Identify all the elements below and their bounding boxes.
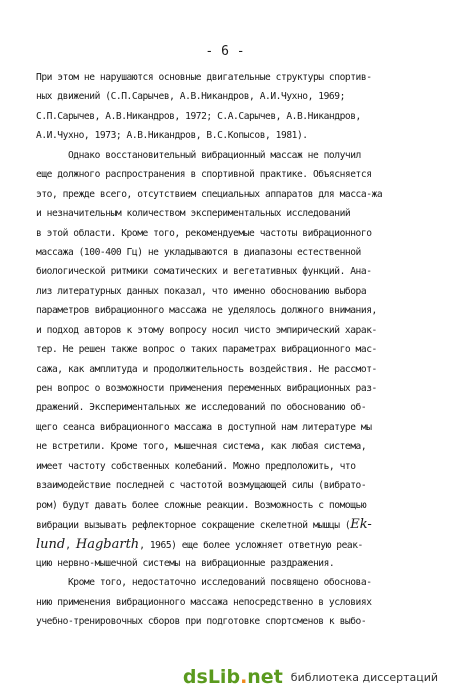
text-line-10: массажа (100-400 Гц) не укладываются в диапазоны естественной xyxy=(36,246,361,258)
text-line-23: ром) будут давать более сложные реакции. Возможность с помощью xyxy=(36,499,367,511)
page-number: - 6 - xyxy=(205,44,245,59)
handwritten-eklund-tail: lund xyxy=(36,536,66,552)
text-line-5: Однако восстановительный вибрационный массаж не получил xyxy=(36,149,361,161)
text-line-16: сажа, как амплитуда и продолжительность воздействия. Не рассмот- xyxy=(36,363,377,375)
dslib-watermark[interactable] xyxy=(183,666,438,688)
text-line-3: С.П.Сарычев, А.В.Никандров, 1972; С.А.Сарычев, А.В.Никандров, xyxy=(36,110,361,122)
text-line-13: параметров вибрационного массажа не уделялось должного внимания, xyxy=(36,305,377,317)
text-line-19: щего сеанса вибрационного массажа в доступной нам литературе мы xyxy=(36,421,372,433)
text-line-12: лиз литературных данных показал, что именно обоснованию выбора xyxy=(36,285,367,297)
text-line-29: учебно-тренировочных сборов при подготовке спортсменов к выбо- xyxy=(36,616,367,628)
text-line-20: не встретили. Кроме того, мышечная система, как любая система, xyxy=(36,441,367,453)
text-line-4: А.И.Чухно, 1973; А.В.Никандров, В.С.Копысов, 1981). xyxy=(36,130,308,142)
handwritten-hagbarth: Hagbarth xyxy=(75,536,140,552)
text-line-6: еще должного распространения в спортивной практике. Объясняется xyxy=(36,169,372,181)
body-text xyxy=(36,68,434,632)
text-line-9: в этой области. Кроме того, рекомендуемые частоты вибрационного xyxy=(36,227,372,239)
watermark-caption: библиотека диссертаций xyxy=(290,670,438,684)
text-line-15: тер. Не решен также вопрос о таких параметрах вибрационного мас- xyxy=(36,344,377,356)
text-line-21: имеет частоту собственных колебаний. Можно предположить, что xyxy=(36,460,356,472)
text-line-1: При этом не нарушаются основные двигательные структуры спортив- xyxy=(36,72,372,83)
text-line-18: дражений. Экспериментальных же исследований по обоснованию об- xyxy=(36,402,367,414)
text-line-25-text: , 1965) еще более усложняет ответную реак- xyxy=(139,539,363,551)
text-line-26: цию нервно-мышечной системы на вибрационные раздражения. xyxy=(36,557,335,569)
text-line-22: взаимодействие последней с частотой возмущающей силы (вибрато- xyxy=(36,480,367,492)
handwritten-eklund-head: Ek- xyxy=(350,517,372,533)
text-line-7: это, прежде всего, отсутствием специальных аппаратов для масса-жа xyxy=(36,188,383,200)
text-line-14: и подход авторов к этому вопросу носил чисто эмпирический харак- xyxy=(36,324,377,336)
text-line-24-text: вибрации вызывать рефлекторное сокращение скелетной мышцы ( xyxy=(36,520,351,532)
dslib-logo: dsLib.net xyxy=(182,666,283,688)
text-line-27: Кроме того, недостаточно исследований посвящено обоснова- xyxy=(36,577,372,589)
text-line-11: биологической ритмики соматических и вегетативных функций. Ана- xyxy=(36,266,372,278)
text-line-25: lund, Hagbarth, 1965) еще более усложняет ответную реак- xyxy=(36,536,363,552)
text-line-8: и незначительным количеством экспериментальных исследований xyxy=(36,208,351,220)
text-line-28: нию применения вибрационного массажа непосредственно в условиях xyxy=(36,596,372,608)
text-line-24 xyxy=(36,515,434,534)
text-line-2: ных движений (С.П.Сарычев, А.В.Никандров, А.И.Чухно, 1969; xyxy=(36,91,345,103)
text-line-17: рен вопрос о возможности применения переменных вибрационных раз- xyxy=(36,383,377,394)
